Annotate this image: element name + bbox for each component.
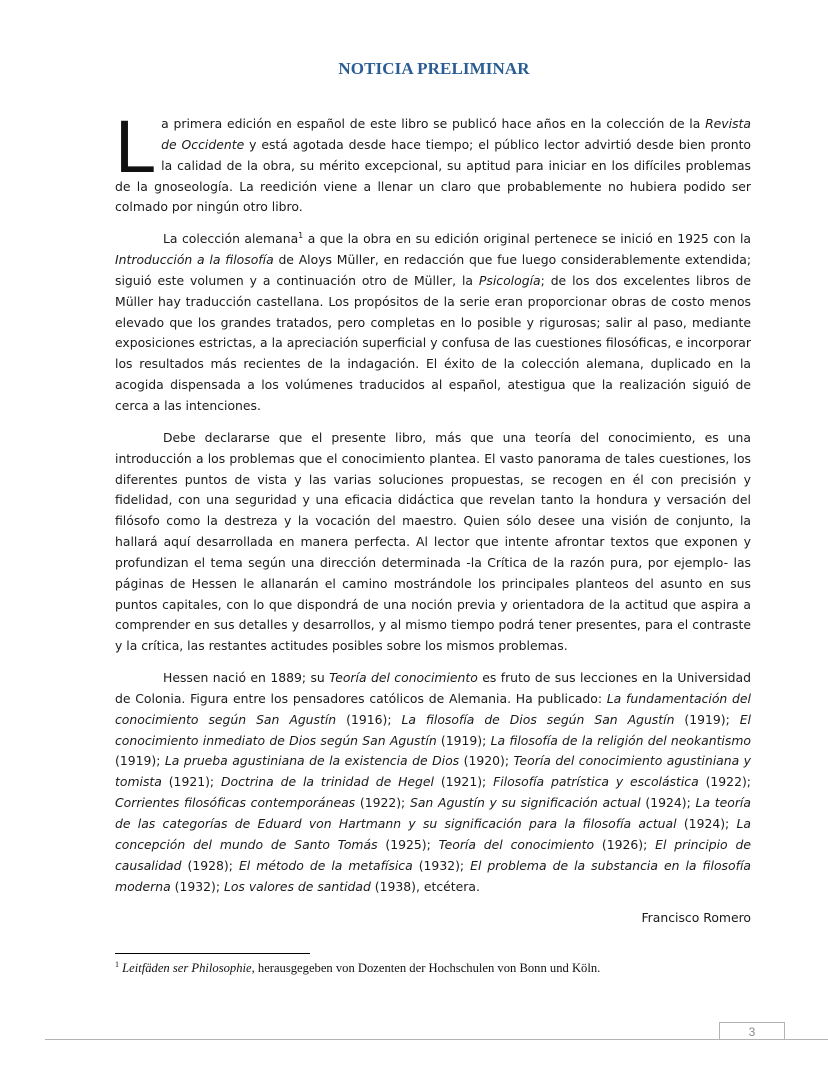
italic-title: El problema de la substancia en la filosofía moderna xyxy=(115,857,751,894)
text-run: ; de los dos excelentes libros de Müller hay traducción castellana. Los propósitos de la serie eran proporcionar obras de costo menos elevado que los grandes tratados, pero completas en lo posible y rigurosas; salir al paso, mediante exposiciones estrictas, a la apreciación superficial y confusa de las cuestiones filosóficas, e incorporar los resultados más recientes de la indagación. El éxito de la colección alemana, duplicado en la acogida dispensada a los volúmenes traducidos al español, atestigua que la realización siguió de cerca a las intenciones. xyxy=(115,272,751,413)
text-run: (1924); xyxy=(676,816,737,831)
italic-title: San Agustín y su significación actual xyxy=(409,795,641,811)
text-run: (1932); xyxy=(170,878,224,894)
italic-title: Introducción a la filosofía xyxy=(115,252,274,268)
paragraph-3 xyxy=(115,428,751,657)
footer-rule xyxy=(45,1039,828,1040)
text-run: es fruto de sus lecciones en la Universidad de Colonia. Figura entre los pensadores católicos de Alemania. Ha publicado: xyxy=(115,670,751,706)
text-run: (1921); xyxy=(161,774,221,790)
footnote-number: 1 xyxy=(115,960,119,969)
italic-title: Doctrina de la trinidad de Hegel xyxy=(220,774,434,790)
italic-title: La fundamentación del conocimiento según San Agustín xyxy=(115,690,751,727)
text-run: La colección alemana xyxy=(163,231,299,247)
text-run: de Aloys Müller, en redacción que fue luego considerablemente extendida; siguió este volumen y a continuación otro de Müller, la xyxy=(115,252,751,288)
footnote-ref[interactable]: 1 xyxy=(298,231,304,241)
page-title: NOTICIA PRELIMINAR xyxy=(338,59,530,78)
italic-title: El conocimiento inmediato de Dios según San Agustín xyxy=(115,711,751,748)
text-run: (1922); xyxy=(355,795,410,811)
text-run: a que la obra en su edición original pertenece se inició en 1925 con la xyxy=(303,231,751,247)
text-run: (1916); xyxy=(336,711,402,727)
italic-title: La filosofía de la religión del neokantismo xyxy=(490,732,751,748)
italic-title: Filosofía patrística y escolástica xyxy=(493,774,699,790)
italic-title: La filosofía de Dios según San Agustín xyxy=(401,711,675,727)
author-signature: Francisco Romero xyxy=(641,910,751,926)
text-run: (1925); xyxy=(377,836,439,852)
text-run: (1919); xyxy=(674,711,740,727)
italic-title: Teoría del conocimiento xyxy=(438,836,595,852)
text-run: (1920); xyxy=(459,753,514,769)
text-run: a primera edición en español de este libro se publicó hace años en la colección de la xyxy=(161,116,706,131)
text-run: (1924); xyxy=(640,795,696,811)
text-run: y está agotada desde hace tiempo; el público lector advirtió desde bien pronto la calidad de la obra, su mérito excepcional, su aptitud para iniciar en los difíciles problemas de la gnoseología. La reedición viene a llenar un claro que probablemente no hubiera podido ser colmado por ningún otro libro. xyxy=(115,136,752,215)
paragraph-1 xyxy=(115,105,752,218)
text-run: (1932); xyxy=(412,857,471,873)
text-run: Debe declararse que el presente libro, más que una teoría del conocimiento, es una introducción a los problemas que el conocimiento plantea. El vasto panorama de tales cuestiones, los diferentes puntos de vista y las varias soluciones propuestas, se recogen en él con precisión y fidelidad, con una seguridad y una eficacia didáctica que revelan tanto la hondura y versación del filósofo como la destreza y la vocación del maestro. Quien sólo desee una visión de conjunto, la hallará aquí desarrollada en manera perfecta. Al lector que intente afrontar textos que exponen y profundizan el tema según una dirección determinada -la Crítica de la razón pura, por ejemplo- las páginas de Hessen le allanarán el camino mostrándole los principales planteos del asunto en sus puntos capitales, con lo que dispondrá de una noción previa y orientadora de la actitud que aspira a comprender en sus detalles y desarrollos, y al mismo tiempo podrá tener presentes, para el contraste y la crítica, las restantes actitudes posibles sobre los mismos problemas. xyxy=(115,429,751,654)
italic-title: El principio de causalidad xyxy=(115,836,751,873)
italic-title: Psicología xyxy=(478,272,541,288)
italic-title: La concepción del mundo de Santo Tomás xyxy=(115,816,751,852)
paragraph-4 xyxy=(115,668,751,897)
footnote-italic: Leitfäden ser Philosophie xyxy=(122,961,252,975)
text-run: Hessen nació en 1889; su xyxy=(163,670,330,686)
text-run: (1922); xyxy=(698,774,751,790)
footnote-text: , herausgegeben von Dozenten der Hochschulen von Bonn und Köln. xyxy=(251,961,601,975)
text-run: (1921); xyxy=(433,774,494,790)
text-run: (1926); xyxy=(594,836,656,852)
italic-title: El método de la metafísica xyxy=(238,857,413,873)
text-run: (1928); xyxy=(181,857,239,873)
italic-title: La teoría de las categorías de Eduard von Hartmann y su significación para la filosofía actual xyxy=(115,795,751,831)
italic-title: Teoría del conocimiento xyxy=(329,670,478,686)
text-run: (1938), etcétera. xyxy=(370,878,480,894)
italic-title: Corrientes filosóficas contemporáneas xyxy=(115,795,356,811)
footnote-divider xyxy=(115,953,310,954)
italic-title: Los valores de santidad xyxy=(223,878,371,894)
text-run: (1919); xyxy=(115,753,165,769)
italic-title: La prueba agustiniana de la existencia de Dios xyxy=(164,753,460,769)
italic-title: Teoría del conocimiento agustiniana y tomista xyxy=(115,753,751,790)
drop-cap: L xyxy=(115,105,157,188)
page-number: 3 xyxy=(719,1022,785,1039)
footnote xyxy=(115,961,755,976)
italic-title: Revista de Occidente xyxy=(161,116,751,152)
paragraph-2 xyxy=(115,229,751,417)
body-text xyxy=(115,105,752,929)
text-run: (1919); xyxy=(436,732,491,748)
